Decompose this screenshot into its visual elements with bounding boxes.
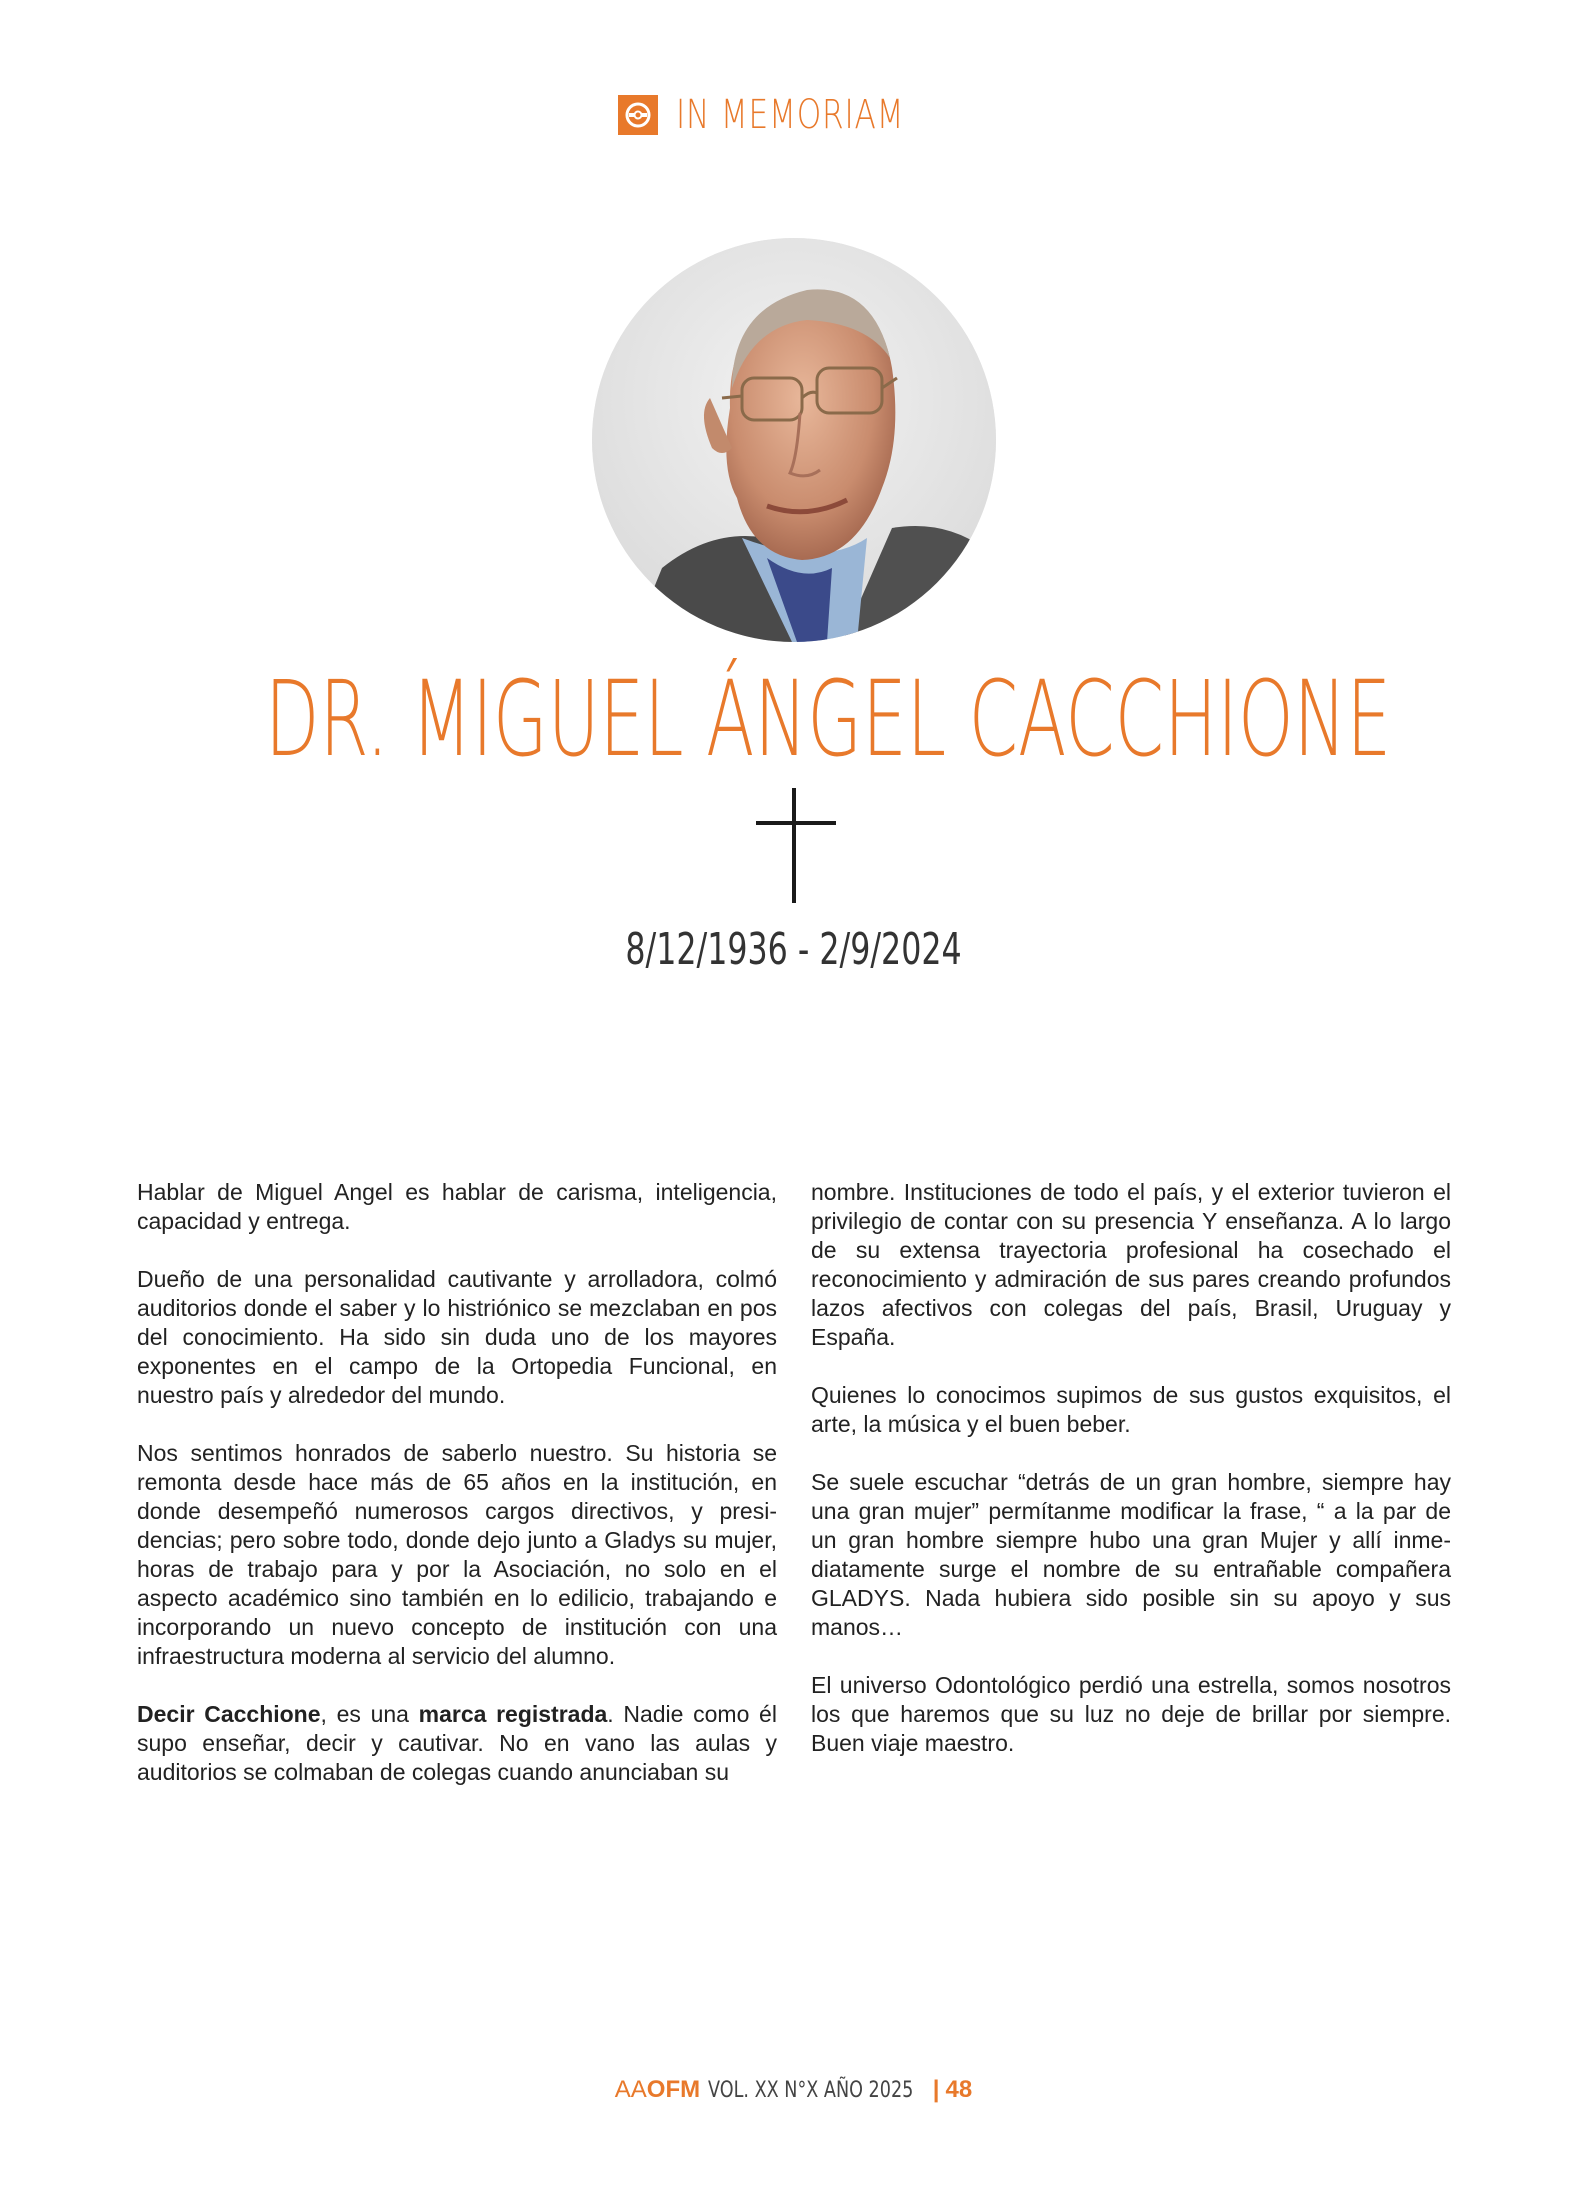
section-header: [0, 92, 1587, 138]
paragraph-text: , es una: [320, 1701, 419, 1727]
paragraph-text: . Nadie como él supo enseñar, decir y cautivar. No en vano las aulas y auditorios se colmaban de colegas cuando anunciaban su: [137, 1701, 777, 1785]
memoriam-logo-icon: [618, 95, 658, 135]
cross-icon: [756, 788, 836, 903]
life-dates: [0, 924, 1587, 975]
page-footer: [0, 2076, 1587, 2104]
paragraph: Nos sentimos honrados de saberlo nuestro. Su historia se remonta desde hace más de 65 años en la institución, en donde desempeñó numerosos cargos directivos, y presidencias; pero sobre todo, donde dejo junto a Gladys su mujer, horas de trabajo para y por la Asociación, no solo en el aspecto académico sino también en lo edilicio, trabajando e incorporando un nuevo concepto de institución con una infraestructura moderna al servicio del alumno.: [137, 1440, 777, 1669]
paragraph: nombre. Instituciones de todo el país, y el exterior tuvieron el privilegio de contar con su presencia Y enseñanza. A lo largo de su extensa trayectoria profesional ha cosechado el reconocimiento y admiración de sus pares creando profundos lazos afectivos con colegas del país, Brasil, Uruguay y España.: [811, 1179, 1451, 1350]
portrait-photo: [592, 238, 996, 642]
deceased-name: [0, 658, 1587, 780]
paragraph: Quienes lo conocimos supimos de sus gustos exquisitos, el arte, la música y el buen beber.: [811, 1382, 1451, 1437]
bold-text: Decir Cacchione: [137, 1701, 321, 1727]
paragraph: El universo Odontológico perdió una estrella, somos nosotros los que haremos que su luz no deje de brillar por siempre. Buen viaje maestro.: [811, 1672, 1451, 1756]
life-dates-text: 8/12/1936 - 2/9/2024: [625, 924, 962, 975]
section-title: IN MEMORIAM: [676, 92, 905, 138]
footer-brand: [615, 2076, 700, 2104]
paragraph: [137, 1700, 777, 1787]
paragraph: Dueño de una personalidad cautivante y arrolladora, colmó auditorios donde el saber y lo histriónico se mezclaban en pos del conocimiento. Ha sido sin duda uno de los mayores exponentes en el campo de la Ortopedia Funcional, en nuestro país y alrededor del mundo.: [137, 1266, 777, 1408]
paragraph: Se suele escuchar “detrás de un gran hombre, siempre hay una gran mujer” permítanme modificar la frase, “ a la par de un gran hombre siempre hubo una gran Mujer y allí inmediatamente surge el nombre de su entrañable compañera GLADYS. Nada hubiera sido posible sin su apoyo y sus manos…: [811, 1469, 1451, 1640]
footer-separator: |: [932, 2076, 940, 2103]
page-number: 48: [945, 2076, 973, 2103]
deceased-name-text: DR. MIGUEL ÁNGEL CACCHIONE: [264, 658, 1392, 780]
bold-text: marca registrada: [418, 1701, 608, 1727]
brand-aa: AA: [614, 2076, 647, 2103]
text-column-left: [137, 1178, 777, 1816]
brand-ofm: OFM: [646, 2076, 701, 2103]
footer-volume: VOL. XX N°X AÑO 2025: [708, 2078, 914, 2103]
paragraph: Hablar de Miguel Angel es hablar de carisma, inteligencia, capacidad y entrega.: [137, 1179, 777, 1234]
text-column-right: [811, 1178, 1451, 1787]
